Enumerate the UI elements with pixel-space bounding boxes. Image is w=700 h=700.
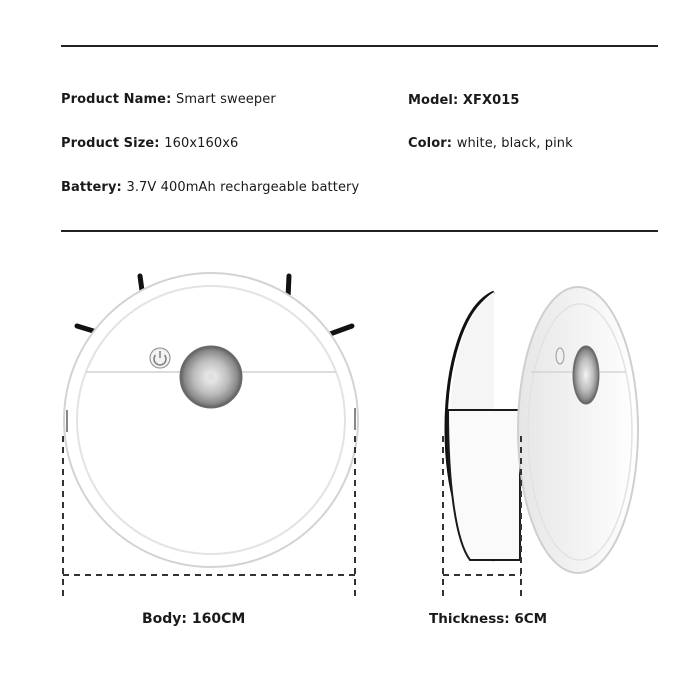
spec-product-size-value: 160x160x6 bbox=[164, 136, 239, 151]
spec-product-name-label: Product Name: bbox=[61, 92, 172, 107]
spec-battery-label: Battery: bbox=[61, 180, 122, 195]
vacuum-robot-side-view bbox=[443, 287, 638, 600]
spec-color-label: Color: bbox=[408, 136, 453, 151]
power-icon bbox=[150, 348, 170, 368]
spec-model-value: XFX015 bbox=[462, 93, 520, 108]
spec-product-name-value: Smart sweeper bbox=[176, 92, 276, 107]
thickness-caption: Thickness: 6CM bbox=[429, 611, 548, 627]
spec-battery-value: 3.7V 400mAh rechargeable battery bbox=[126, 180, 360, 195]
spec-model-label: Model: bbox=[408, 93, 459, 108]
vacuum-robot-top-view bbox=[63, 273, 358, 600]
spec-color-value: white, black, pink bbox=[456, 136, 573, 151]
body-size-caption: Body: 160CM bbox=[142, 611, 246, 627]
spec-product-size-label: Product Size: bbox=[61, 136, 160, 151]
